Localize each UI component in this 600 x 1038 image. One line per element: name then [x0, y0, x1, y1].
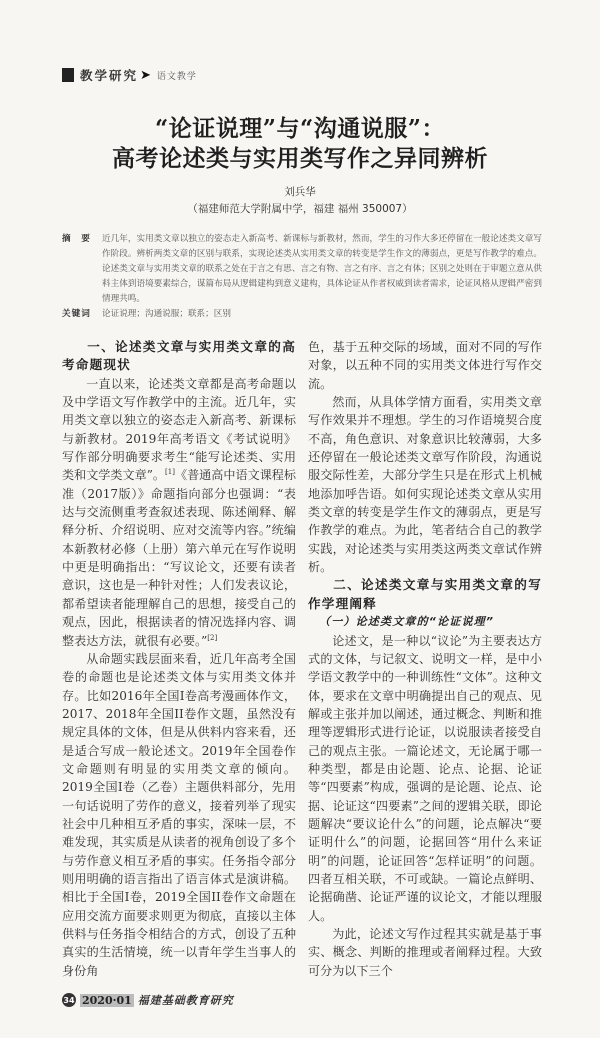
- page-footer: [62, 992, 542, 1008]
- paragraph: 论述文，是一种以“议论”为主要表达方式的文体，与记叙文、说明文一样，是中小学语文教学中的一种训练性“文体”。这种文体，要求在文章中明确提出自己的观点、见解或主张并加以阐述，通过概念、判断和推理等逻辑形式进行论证，以说服读者接受自己的观点主张。一篇论述文，无论属于哪一种类型，都是由论题、论点、论据、论证等“四要素”构成，强调的是论题、论点、论据、论证这“四要素”之间的逻辑关联，即论题解决“要议论什么”的问题，论点解决“要证明什么”的问题，论据回答“用什么来证明”的问题，论证回答“怎样证明”的问题。四者互相关联，不可或缺。一篇论点鲜明、论据确凿、论证严谨的议论文，才能以理服人。: [308, 633, 542, 923]
- arrow-icon: ➤: [140, 67, 151, 83]
- citation: [1]: [165, 468, 175, 477]
- author: 刘兵华: [284, 186, 316, 198]
- left-column: [62, 338, 296, 980]
- abstract-block: [62, 232, 542, 322]
- keywords-text: 论证说理；沟通说服；联系；区别: [102, 309, 231, 319]
- paragraph: 然而，从具体学情方面看，实用类文章写作效果并不理想。学生的习作语境契合度不高，角色意识、对象意识比较薄弱，大多还停留在一般论述类文章写作阶段，沟通说服交际性差，大部分学生只是在形式上机械地添加呼告语。如何实现论述类文章从实用类文章的转变是学生作文的薄弱点，更是写作教学的难点。为此，笔者结合自己的教学实践，对论述类与实用类这两类文章试作辨析。: [308, 395, 542, 575]
- section-header: [62, 66, 542, 84]
- section-label: 教学研究: [80, 68, 139, 83]
- issue-number: 2020·01: [82, 993, 132, 1007]
- paragraph: 色，基于五种交际的场域，面对不同的写作对象，以五种不同的实用类文体进行写作交流。: [308, 340, 542, 391]
- abstract-text: 近几年，实用类文章以独立的姿态走入新高考、新课标与新教材，然而，学生的习作大多还停留在一般论述类文章写作阶段。辨析两类文章的区别与联系，实现论述类从实用类文章的转变是学生作文的薄弱点，更是写作教学的难点。论述类文章与实用类文章的联系之处在于言之有思、言之有物、言之有序、言之有体；区别之处则在于审题立意从供料主体到语境要素综合，谋篇布局从逻辑建构到意义建构，具体论证从作者权威到读者需求，论证风格从逻辑严密到情理共鸣。: [102, 234, 542, 304]
- paragraph-text: 《普通高中语文课程标准（2017版）》命题指向部分也强调：“表达与交流侧重考查叙述表现、陈述阐释、解释分析、介绍说明、应对交流等内容。”统编本新教材必修（上册）第六单元在写作说明中更是明确指出：“写议论文，还要有读者意识，这也是一种针对性；人们发表议论，都希望读者能理解自己的思想，接受自己的观点，因此，根据读者的情况选择内容、调整表达方法，就很有必要。”: [62, 468, 296, 648]
- header-block-icon: [62, 68, 74, 82]
- abstract-label: 摘 要: [62, 234, 91, 244]
- affiliation: （福建师范大学附属中学，福建 福州 350007）: [187, 203, 413, 215]
- paragraph: 为此，论述文写作过程其实就是基于事实、概念、判断的推理或者阐释过程。大致可分为以下三个: [308, 927, 542, 978]
- subsection-heading: （一）论述类文章的“论证说理”: [319, 615, 495, 629]
- paragraph: 从命题实践层面来看，近几年高考全国卷的命题也是论述类文体与实用类文体并存。比如2016年全国I卷高考漫画体作文，2017、2018年全国II卷作文题，虽然没有规定具体的文体，但是从供料内容来看，还是适合写成一般论述文。2019年全国卷作文命题则有明显的实用类文章的倾向。2019全国I卷（乙卷）主题供料部分，先用一句话说明了劳作的意义，接着列举了现实社会中几种相互矛盾的事实，深味一层，不难发现，其实质是从读者的视角创设了多个与劳作意义相互矛盾的事实。任务指令部分则用明确的语言指出了语言体式是演讲稿。相比于全国I卷，2019全国II卷作文命题在应用交流方面要求则更为彻底，直接以主体供料与任务指令相结合的方式，创设了五种真实的生活情境，统一以青年学生当事人的身份角: [62, 651, 296, 978]
- title-line-2: 高考论述类与实用类写作之异同辨析: [112, 145, 488, 172]
- paragraph: [62, 375, 296, 650]
- page-number: 34: [62, 993, 76, 1007]
- section-heading-1: 一、论述类文章与实用类文章的高考命题现状: [62, 339, 296, 373]
- body-columns: [62, 338, 542, 980]
- journal-name: 福建基础教育研究: [137, 994, 234, 1008]
- citation: [2]: [207, 633, 218, 642]
- title-line-1: “论证说理”与“沟通说服”：: [155, 115, 445, 142]
- right-column: [308, 338, 542, 980]
- subsection-label: 语文教学: [156, 71, 197, 82]
- paragraph-text: 一直以来，论述类文章都是高考命题以及中学语文写作教学中的主流。近几年，实用类文章以独立的姿态走入新高考、新课标与新教材。2019年高考语文《考试说明》写作部分明确要求考生“能写论述类、实用类和文学类文章”。: [62, 376, 296, 483]
- keywords-label: 关键词: [62, 309, 91, 319]
- section-heading-2: 二、论述类文章与实用类文章的写作学理阐释: [308, 577, 542, 611]
